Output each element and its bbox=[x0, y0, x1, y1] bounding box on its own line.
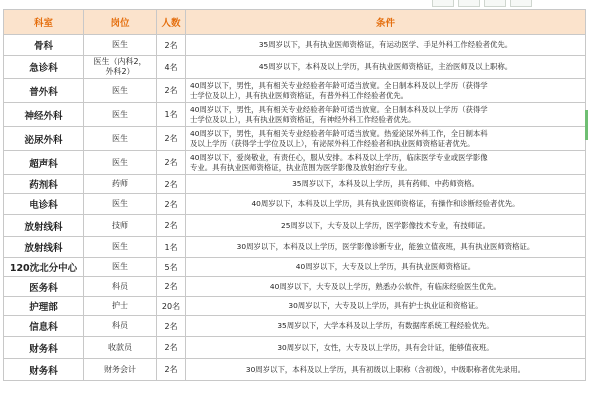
condition-cell: 35周岁以下，大学本科及以上学历，有数据库系统工程经验优先。 bbox=[186, 316, 586, 337]
dept-cell: 普外科 bbox=[4, 79, 84, 103]
table-row bbox=[4, 127, 586, 151]
count-cell: 2名 bbox=[157, 35, 186, 56]
dept-cell: 医务科 bbox=[4, 277, 84, 297]
position-cell: 医生 bbox=[84, 35, 157, 56]
condition-cell: 35周岁以下，具有执业医师资格证，有运动医学、手足外科工作经验者优先。 bbox=[186, 35, 586, 56]
toolbar-icon-3[interactable] bbox=[484, 0, 506, 7]
dept-cell: 神经外科 bbox=[4, 103, 84, 127]
dept-cell: 护理部 bbox=[4, 297, 84, 316]
count-cell: 5名 bbox=[157, 258, 186, 277]
position-cell: 医生 bbox=[84, 194, 157, 215]
table-row bbox=[4, 35, 586, 56]
position-cell: 科员 bbox=[84, 277, 157, 297]
table-header-row bbox=[4, 10, 586, 35]
condition-cell: 40周岁以下，大专及以上学历，具有执业医师资格证。 bbox=[186, 258, 586, 277]
position-cell: 医生 bbox=[84, 151, 157, 175]
header-dept: 科室 bbox=[4, 10, 84, 35]
header-position: 岗位 bbox=[84, 10, 157, 35]
condition-cell: 40周岁以下，大专及以上学历，熟悉办公软件，有临床经验医生优先。 bbox=[186, 277, 586, 297]
table-row bbox=[4, 215, 586, 237]
position-cell: 医生 bbox=[84, 258, 157, 277]
count-cell: 20名 bbox=[157, 297, 186, 316]
table-row bbox=[4, 297, 586, 316]
position-cell: 医生 bbox=[84, 103, 157, 127]
position-cell: 收款员 bbox=[84, 337, 157, 359]
table-row bbox=[4, 316, 586, 337]
top-toolbar-strip bbox=[0, 0, 591, 9]
condition-cell: 30周岁以下，女性，大专及以上学历，具有会计证，能够值夜班。 bbox=[186, 337, 586, 359]
count-cell: 1名 bbox=[157, 237, 186, 258]
position-cell: 药师 bbox=[84, 175, 157, 194]
table-row bbox=[4, 359, 586, 381]
condition-cell: 35周岁以下，本科及以上学历，具有药师、中药师资格。 bbox=[186, 175, 586, 194]
condition-cell: 25周岁以下，大专及以上学历，医学影像技术专业，有技师证。 bbox=[186, 215, 586, 237]
table-row bbox=[4, 277, 586, 297]
condition-cell: 40周岁以下，男性，具有相关专业经验者年龄可适当放宽。全日制本科及以上学历（获得学 士学位及以上），具有执业医师资格证，有神经外科工作经验者优先。 bbox=[186, 103, 586, 127]
dept-cell: 急诊科 bbox=[4, 56, 84, 79]
condition-cell: 30周岁以下，大专及以上学历，具有护士执业证和资格证。 bbox=[186, 297, 586, 316]
dept-cell: 放射线科 bbox=[4, 237, 84, 258]
dept-cell: 放射线科 bbox=[4, 215, 84, 237]
header-condition: 条件 bbox=[186, 10, 586, 35]
condition-cell: 30周岁以下，本科及以上学历，具有初级以上职称（含初级），中级职称者优先录用。 bbox=[186, 359, 586, 381]
table-row bbox=[4, 194, 586, 215]
table-row bbox=[4, 103, 586, 127]
dept-cell: 电诊科 bbox=[4, 194, 84, 215]
count-cell: 4名 bbox=[157, 56, 186, 79]
table-row bbox=[4, 79, 586, 103]
count-cell: 2名 bbox=[157, 337, 186, 359]
header-count: 人数 bbox=[157, 10, 186, 35]
dept-cell: 120沈北分中心 bbox=[4, 258, 84, 277]
count-cell: 2名 bbox=[157, 79, 186, 103]
condition-cell: 40周岁以下，本科及以上学历，具有执业医师资格证，有操作和诊断经验者优先。 bbox=[186, 194, 586, 215]
table-row bbox=[4, 237, 586, 258]
condition-cell: 40周岁以下，男性，具有相关专业经验者年龄可适当放宽。全日制本科及以上学历（获得学 士学位及以上），具有执业医师资格证，有普外科工作经验者优先。 bbox=[186, 79, 586, 103]
count-cell: 1名 bbox=[157, 103, 186, 127]
count-cell: 2名 bbox=[157, 277, 186, 297]
toolbar-icon-1[interactable] bbox=[432, 0, 454, 7]
condition-cell: 45周岁以下，本科及以上学历，具有执业医师资格证，主治医师及以上职称。 bbox=[186, 56, 586, 79]
position-cell: 医生（内科2， 外科2） bbox=[84, 56, 157, 79]
dept-cell: 财务科 bbox=[4, 337, 84, 359]
toolbar-icon-4[interactable] bbox=[510, 0, 532, 7]
table-row bbox=[4, 175, 586, 194]
table-row bbox=[4, 56, 586, 79]
table-row bbox=[4, 337, 586, 359]
toolbar-icon-2[interactable] bbox=[458, 0, 480, 7]
condition-cell: 30周岁以下，本科及以上学历，医学影像诊断专业，能独立值夜班，具有执业医师资格证。 bbox=[186, 237, 586, 258]
table-row bbox=[4, 258, 586, 277]
count-cell: 2名 bbox=[157, 215, 186, 237]
dept-cell: 骨科 bbox=[4, 35, 84, 56]
position-cell: 医生 bbox=[84, 79, 157, 103]
count-cell: 2名 bbox=[157, 175, 186, 194]
dept-cell: 超声科 bbox=[4, 151, 84, 175]
position-cell: 技师 bbox=[84, 215, 157, 237]
recruitment-table bbox=[3, 9, 586, 381]
position-cell: 科员 bbox=[84, 316, 157, 337]
dept-cell: 财务科 bbox=[4, 359, 84, 381]
count-cell: 2名 bbox=[157, 127, 186, 151]
position-cell: 医生 bbox=[84, 127, 157, 151]
count-cell: 2名 bbox=[157, 194, 186, 215]
count-cell: 2名 bbox=[157, 316, 186, 337]
table-row bbox=[4, 151, 586, 175]
dept-cell: 药剂科 bbox=[4, 175, 84, 194]
dept-cell: 泌尿外科 bbox=[4, 127, 84, 151]
count-cell: 2名 bbox=[157, 151, 186, 175]
count-cell: 2名 bbox=[157, 359, 186, 381]
position-cell: 财务会计 bbox=[84, 359, 157, 381]
scroll-accent bbox=[585, 110, 588, 140]
condition-cell: 40周岁以下，爱岗敬业，有责任心，服从安排。本科及以上学历，临床医学专业或医学影像 专业。具有执业医师资格证，执业范围为医学影像及放射治疗专业。 bbox=[186, 151, 586, 175]
condition-cell: 40周岁以下，男性，具有相关专业经验者年龄可适当放宽。热爱泌尿外科工作，全日制本科 及以上学历（获得学士学位及以上），有泌尿外科工作经验者和执业医师资格证者优先。 bbox=[186, 127, 586, 151]
position-cell: 护士 bbox=[84, 297, 157, 316]
dept-cell: 信息科 bbox=[4, 316, 84, 337]
position-cell: 医生 bbox=[84, 237, 157, 258]
